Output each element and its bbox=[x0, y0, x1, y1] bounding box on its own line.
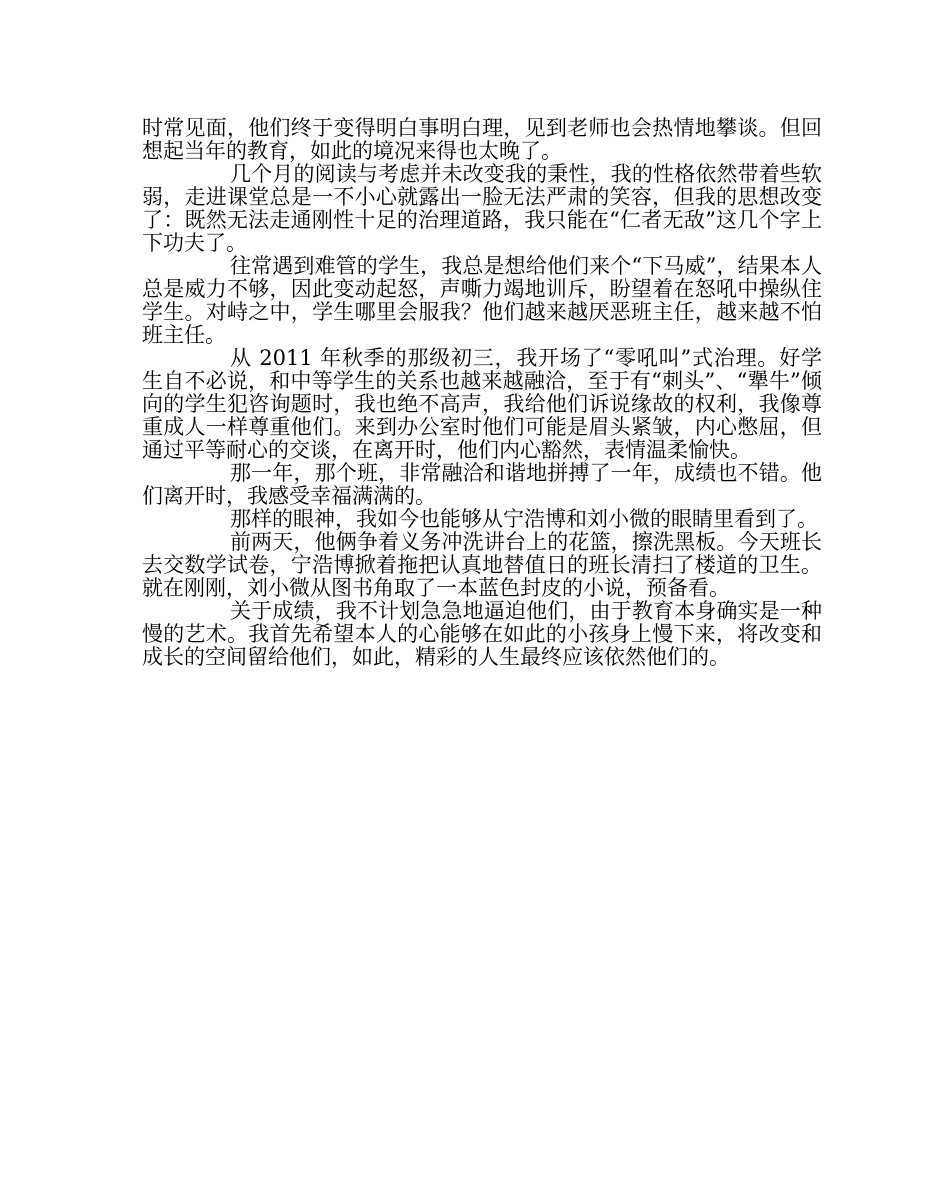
paragraph-5: 那一年，那个班，非常融洽和谐地拼搏了一年，成绩也不错。他们离开时，我感受幸福满满的。 bbox=[142, 461, 822, 508]
paragraph-1: 时常见面，他们终于变得明白事明白理，见到老师也会热情地攀谈。但回想起当年的教育，如此的境况来得也太晚了。 bbox=[142, 116, 822, 163]
paragraph-2: 几个月的阅读与考虑并未改变我的秉性，我的性格依然带着些软弱，走进课堂总是一不小心就露出一脸无法严肃的笑容，但我的思想改变了：既然无法走通刚性十足的治理道路，我只能在“仁者无敌”这几个字上下功夫了。 bbox=[142, 162, 822, 255]
paragraph-6: 那样的眼神，我如今也能够从宁浩博和刘小微的眼睛里看到了。 bbox=[230, 507, 818, 531]
document-page bbox=[142, 117, 822, 669]
paragraph-8: 关于成绩，我不计划急急地逼迫他们，由于教育本身确实是一种慢的艺术。我首先希望本人的心能够在如此的小孩身上慢下来，将改变和成长的空间留给他们，如此，精彩的人生最终应该依然他们的。 bbox=[142, 599, 822, 669]
paragraph-7: 前两天，他俩争着义务冲洗讲台上的花篮，擦洗黑板。今天班长去交数学试卷，宁浩博掀着拖把认真地替值日的班长清扫了楼道的卫生。就在刚刚，刘小微从图书角取了一本蓝色封皮的小说，预备看。 bbox=[142, 530, 822, 600]
paragraph-3: 往常遇到难管的学生，我总是想给他们来个“下马威”，结果本人总是威力不够，因此变动起怒，声嘶力竭地训斥，盼望着在怒吼中操纵住学生。对峙之中，学生哪里会服我？他们越来越厌恶班主任，越来越不怕班主任。 bbox=[142, 254, 822, 347]
paragraph-4: 从 2011 年秋季的那级初三，我开场了“零吼叫”式治理。好学生自不必说，和中等学生的关系也越来越融洽，至于有“刺头”、“犟牛”倾向的学生犯咨询题时，我也绝不高声，我给他们诉说缘故的权利，我像尊重成人一样尊重他们。来到办公室时他们可能是眉头紧皱，内心憋屈，但通过平等耐心的交谈，在离开时，他们内心豁然，表情温柔愉快。 bbox=[142, 346, 822, 462]
